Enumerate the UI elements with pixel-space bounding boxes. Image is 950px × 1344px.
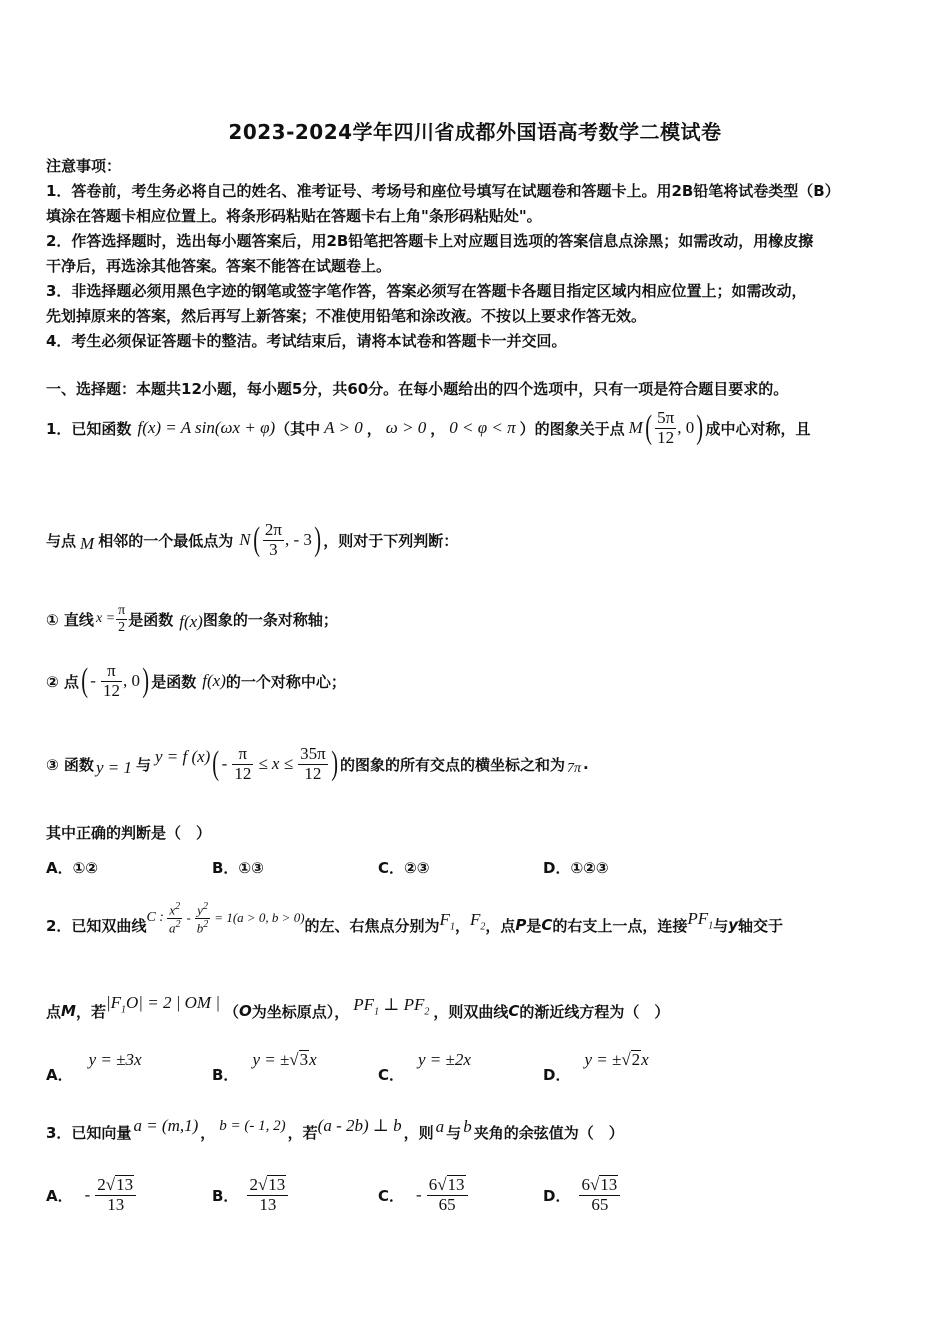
- q2-frac-x-den: [167, 919, 183, 936]
- s3-text-d: .: [583, 755, 589, 773]
- q1-option-b[interactable]: B．①③: [212, 859, 264, 877]
- notice-line-1: 1．答卷前，考生务必将自己的姓名、准考证号、考场号和座位号填写在试题卷和答题卡上。用2B铅笔将试卷类型（B）: [46, 182, 840, 200]
- q2-sup: 2: [175, 900, 181, 912]
- q3-text-1: 3．已知向量: [46, 1123, 132, 1142]
- q2-sup: 2: [202, 900, 208, 912]
- q1-N-frac: [263, 521, 284, 559]
- q3-option-c-label: C．: [378, 1186, 405, 1205]
- q1-N-y: , - 3: [284, 530, 312, 549]
- q3-option-c[interactable]: [378, 1170, 469, 1220]
- q2-frac-x-num: [167, 901, 183, 919]
- q2-text-9: 点: [46, 1002, 62, 1021]
- q2-y-axis: y: [728, 916, 738, 934]
- notice-line-5: 3．非选择题必须用黑色字迹的钢笔或签字笔作答，答案必须写在答题卡各题目指定区域内相应位置上；如需改动，: [46, 282, 807, 300]
- q2-M: M: [61, 1002, 76, 1020]
- s1-frac: [116, 603, 127, 635]
- s1-fx: (x): [183, 612, 203, 631]
- q1-option-c[interactable]: C．②③: [378, 859, 430, 877]
- q2-text-8: 轴交于: [737, 916, 783, 935]
- q2-perp-a: PF: [353, 994, 375, 1014]
- s2-fx: (x): [207, 671, 226, 690]
- q3-option-d-den: 65: [591, 1195, 609, 1214]
- paren-left: (: [645, 409, 652, 446]
- q1-f: f: [137, 418, 143, 437]
- q1-N-num: 2π: [264, 519, 282, 539]
- q3-text-3: ，若: [287, 1123, 318, 1142]
- q3-option-b-label: B．: [212, 1186, 239, 1205]
- q1-M-den: 12: [657, 427, 675, 447]
- paren-left: (: [252, 521, 260, 558]
- q1-N-den: 3: [269, 539, 278, 559]
- q3-text-4: ，则: [403, 1123, 434, 1142]
- s3-sum: 7π: [567, 761, 582, 776]
- q2-text-13: ，则双曲线: [433, 1002, 509, 1021]
- s3-text-c: 的图象的所有交点的横坐标之和为: [339, 755, 565, 774]
- notice-line-7: 4．考生必须保证答题卡的整洁。考试结束后，请将本试卷和答题卡一并交回。: [46, 332, 567, 350]
- q3-a: a: [435, 1117, 445, 1136]
- q2-option-b-expr: y = ±√3x: [252, 1050, 317, 1069]
- q3-option-d-num: 6√13: [579, 1175, 620, 1196]
- s2-text-a: ② 点: [46, 672, 79, 691]
- q1-option-d[interactable]: D．①②③: [543, 859, 609, 877]
- s2-text-c: 的一个对称中心；: [225, 672, 346, 691]
- s1-x-eq: x =: [95, 611, 116, 626]
- q2-a: a: [168, 919, 176, 935]
- q2-abs-b: O| = 2 | OM |: [126, 992, 220, 1012]
- paren-left: (: [81, 662, 88, 699]
- q1-statement-1: [46, 596, 338, 642]
- q2-F2-sub: 2: [480, 921, 486, 933]
- q2-c-colon: C :: [146, 910, 164, 925]
- q3-option-d-rad: 13: [600, 1175, 618, 1195]
- q1-w: ω > 0: [385, 418, 427, 437]
- q3-option-d-label: D．: [543, 1186, 571, 1205]
- s2-den: 12: [102, 680, 120, 700]
- q1-line-2: [46, 514, 458, 566]
- q2-option-c-label: C．: [378, 1066, 405, 1084]
- q2-frac-y: [195, 901, 211, 935]
- q2-abs: [106, 993, 220, 1015]
- q2-text-2: 的左、右焦点分别为: [304, 916, 440, 935]
- q3-option-a-den: 13: [107, 1195, 125, 1214]
- q3-perp: (a - 2b) ⊥ b: [317, 1116, 402, 1135]
- s2-y: , 0: [122, 671, 140, 690]
- q2-sup: 2: [175, 918, 181, 930]
- q2-frac-y-num: [195, 901, 211, 919]
- q1-M2: M: [80, 534, 95, 553]
- q2-option-c-expr: y = ±2x: [418, 1050, 471, 1069]
- s1-text-b: 是函数: [128, 610, 174, 629]
- q2-frac-x: [167, 901, 183, 935]
- q3-option-b-coef: 2: [249, 1175, 258, 1195]
- q2-text-10: ，若: [75, 1002, 106, 1021]
- q2-y: y: [197, 902, 203, 918]
- s3-num-1: π: [232, 745, 253, 765]
- q2-option-a-expr: y = ±3x: [88, 1050, 142, 1069]
- q2-O: O: [239, 1002, 252, 1020]
- section-heading: 一、选择题：本题共12小题，每小题5分，共60分。在每小题给出的四个选项中，只有一项是符合题目要求的。: [46, 380, 789, 398]
- paren-right: ): [330, 745, 338, 782]
- paren-right: ): [142, 662, 149, 699]
- q2-x: x: [169, 902, 176, 918]
- q3-option-a-coef: 2: [97, 1175, 106, 1195]
- q2-text-6: 的右支上一点，连接: [552, 916, 688, 935]
- s2-frac: [101, 662, 122, 700]
- q3-b: b: [463, 1117, 472, 1136]
- q1-ask: 其中正确的判断是（ ）: [46, 824, 212, 842]
- q2-option-d-expr: y = ±√2x: [584, 1050, 649, 1069]
- notice-line-2: 填涂在答题卡相应位置上。将条形码粘贴在答题卡右上角"条形码粘贴处"。: [46, 207, 542, 225]
- q3-option-a-frac: [95, 1175, 136, 1214]
- q3-a-eq: a = (m,1): [133, 1116, 199, 1135]
- q1-text-2: （其中: [275, 419, 321, 438]
- q2-line-2: [46, 990, 669, 1032]
- q2-option-d-pre: y = ±: [584, 1050, 622, 1069]
- q2-abs-sub: 1: [121, 1004, 127, 1016]
- s3-den-1: 12: [234, 763, 252, 783]
- q1-text-8: 相邻的一个最低点为: [98, 531, 234, 550]
- q2-F1: [440, 910, 455, 932]
- q2-option-b-rad: 3: [299, 1050, 309, 1069]
- q3-text-5: 与: [446, 1123, 462, 1142]
- page-title: 2023-2024学年四川省成都外国语高考数学二模试卷: [228, 120, 722, 144]
- q1-statement-3: [46, 738, 589, 790]
- q2-option-b-pre: y = ±: [252, 1050, 290, 1069]
- q2-option-d-label: D．: [543, 1066, 571, 1084]
- q2-option-c[interactable]: [378, 1050, 471, 1085]
- s1-num: π: [118, 603, 126, 619]
- q2-text-11: （: [224, 1002, 240, 1021]
- s2-neg: -: [90, 671, 96, 690]
- q3-option-b-num: 2√13: [247, 1175, 288, 1196]
- q2-C: C: [541, 916, 553, 934]
- q1-M-y: , 0: [677, 418, 695, 437]
- q3-option-b-frac: [247, 1175, 288, 1214]
- s2-f: f: [202, 671, 208, 690]
- q3-option-c-rad: 13: [447, 1175, 465, 1195]
- q3-option-c-frac: [427, 1175, 468, 1214]
- s3-frac-2: [298, 745, 328, 783]
- s2-num: π: [101, 662, 122, 682]
- q2-text-3: ，: [454, 916, 470, 935]
- q2-F1-letter: F: [439, 909, 450, 929]
- q3-text-2: ，: [200, 1123, 216, 1142]
- q3-option-c-den: 65: [438, 1195, 456, 1214]
- q3-option-c-sign: -: [416, 1185, 422, 1204]
- q1-N: N: [239, 530, 251, 549]
- s3-text-a: ③ 函数: [46, 755, 94, 774]
- q1-M: M: [628, 418, 643, 437]
- q2-F1-sub: 1: [449, 921, 455, 933]
- notice-heading: 注意事项：: [46, 157, 122, 175]
- q2-text-1: 2．已知双曲线: [46, 916, 147, 935]
- q3-option-d[interactable]: [543, 1170, 621, 1220]
- s1-text-a: ① 直线: [46, 610, 94, 629]
- q2-F2-letter: F: [469, 909, 481, 929]
- q2-text-7: 与: [713, 916, 729, 935]
- q3-b-eq: b = (- 1, 2): [219, 1117, 286, 1134]
- q2-minus: -: [186, 910, 191, 925]
- q3-option-a-rad: 13: [116, 1175, 134, 1195]
- q3-option-d-frac: [579, 1175, 620, 1214]
- s3-mid: ≤ x ≤: [258, 754, 294, 773]
- q1-text-9: ，则对于下列判断：: [323, 531, 459, 550]
- s3-frac-1: [232, 745, 253, 783]
- s3-y1: y = 1: [95, 758, 132, 777]
- q3-option-c-coef: 6: [428, 1175, 438, 1195]
- s3-text-b: 与: [135, 755, 151, 774]
- q1-fx: (x) = A sin(ωx + φ): [142, 418, 276, 437]
- q3-option-a-label: A．: [46, 1186, 73, 1205]
- q3-option-a[interactable]: [46, 1170, 137, 1220]
- q2-option-d[interactable]: [543, 1050, 649, 1085]
- q1-A: A > 0: [324, 418, 363, 437]
- q2-text-14: 的渐近线方程为（ ）: [519, 1002, 670, 1021]
- q2-text-4: ，点: [485, 916, 516, 935]
- q1-text-7: 与点: [46, 531, 77, 550]
- q2-PF1-sub: 1: [708, 920, 714, 932]
- q3-option-c-num: 6√13: [427, 1175, 468, 1196]
- q2-abs-a: |F: [105, 992, 122, 1012]
- q2-PF1-letters: PF: [687, 908, 709, 928]
- q2-C2: C: [508, 1002, 520, 1020]
- q2-option-a[interactable]: [46, 1050, 142, 1085]
- q2-perp-sub1: 1: [374, 1006, 380, 1018]
- s3-yeq: y = f (x): [154, 747, 211, 766]
- q2-option-d-post: x: [641, 1050, 649, 1069]
- q3-option-b-rad: 13: [268, 1175, 286, 1195]
- q1-text-4: ，: [430, 419, 446, 438]
- q1-text-6: 成中心对称，且: [705, 419, 811, 438]
- q1-statement-2: [46, 656, 346, 706]
- q3-line-1: [46, 1112, 624, 1152]
- q2-text-5: 是: [526, 916, 542, 935]
- q2-frac-y-den: [195, 919, 211, 936]
- paren-left: (: [212, 745, 220, 782]
- q1-phi: 0 < φ < π: [449, 418, 516, 437]
- q2-line-1: [46, 898, 783, 952]
- s3-num-2: 35π: [300, 743, 326, 763]
- q2-perp: [353, 995, 429, 1017]
- q3-option-a-num: 2√13: [95, 1175, 136, 1196]
- q1-text-3: ，: [366, 419, 382, 438]
- s3-neg: -: [221, 754, 228, 773]
- q2-option-b[interactable]: [212, 1050, 317, 1085]
- s1-f: f: [179, 612, 184, 631]
- q1-option-a[interactable]: A．①②: [46, 859, 99, 877]
- q2-P: P: [515, 916, 527, 934]
- q2-option-a-label: A．: [46, 1066, 73, 1084]
- s1-text-c: 图象的一条对称轴；: [202, 610, 338, 629]
- q2-PF1: [687, 909, 713, 931]
- q2-perp-sub2: 2: [424, 1006, 430, 1018]
- q2-F2: [470, 910, 485, 932]
- q1-line-1: [46, 404, 811, 452]
- q2-option-b-post: x: [309, 1050, 317, 1069]
- q2-eq1: = 1(a > 0, b > 0): [214, 910, 305, 925]
- notice-line-6: 先划掉原来的答案，然后再写上新答案；不准使用铅笔和涂改液。不按以上要求作答无效。: [46, 307, 647, 325]
- paren-right: ): [696, 409, 704, 446]
- q2-b: b: [196, 919, 204, 935]
- q1-M-frac: [655, 409, 676, 447]
- q2-hyperbola-eq: [146, 901, 304, 935]
- q1-text-5: ）的图象关于点: [519, 419, 625, 438]
- s2-text-b: 是函数: [151, 672, 197, 691]
- q2-sup: 2: [203, 918, 209, 930]
- s1-den: 2: [118, 619, 126, 635]
- q2-text-12: 为坐标原点），: [251, 1002, 350, 1021]
- q1-text-1: 1．已知函数: [46, 419, 132, 438]
- paren-right: ): [314, 521, 321, 558]
- q2-option-d-rad: 2: [631, 1050, 641, 1069]
- q2-perp-b: ⊥ PF: [383, 994, 425, 1014]
- q3-option-a-sign: -: [84, 1185, 91, 1204]
- q3-option-b[interactable]: [212, 1170, 289, 1220]
- notice-line-4: 干净后，再选涂其他答案。答案不能答在试题卷上。: [46, 257, 392, 275]
- q3-option-b-den: 13: [259, 1195, 277, 1214]
- q2-option-b-label: B．: [212, 1066, 239, 1084]
- q3-text-6: 夹角的余弦值为（ ）: [473, 1123, 624, 1142]
- s3-den-2: 12: [304, 763, 322, 783]
- q1-M-num: 5π: [657, 407, 675, 427]
- q3-option-d-coef: 6: [581, 1175, 590, 1195]
- notice-line-3: 2．作答选择题时，选出每小题答案后，用2B铅笔把答题卡上对应题目选项的答案信息点涂黑；如需改动，用橡皮擦: [46, 232, 814, 250]
